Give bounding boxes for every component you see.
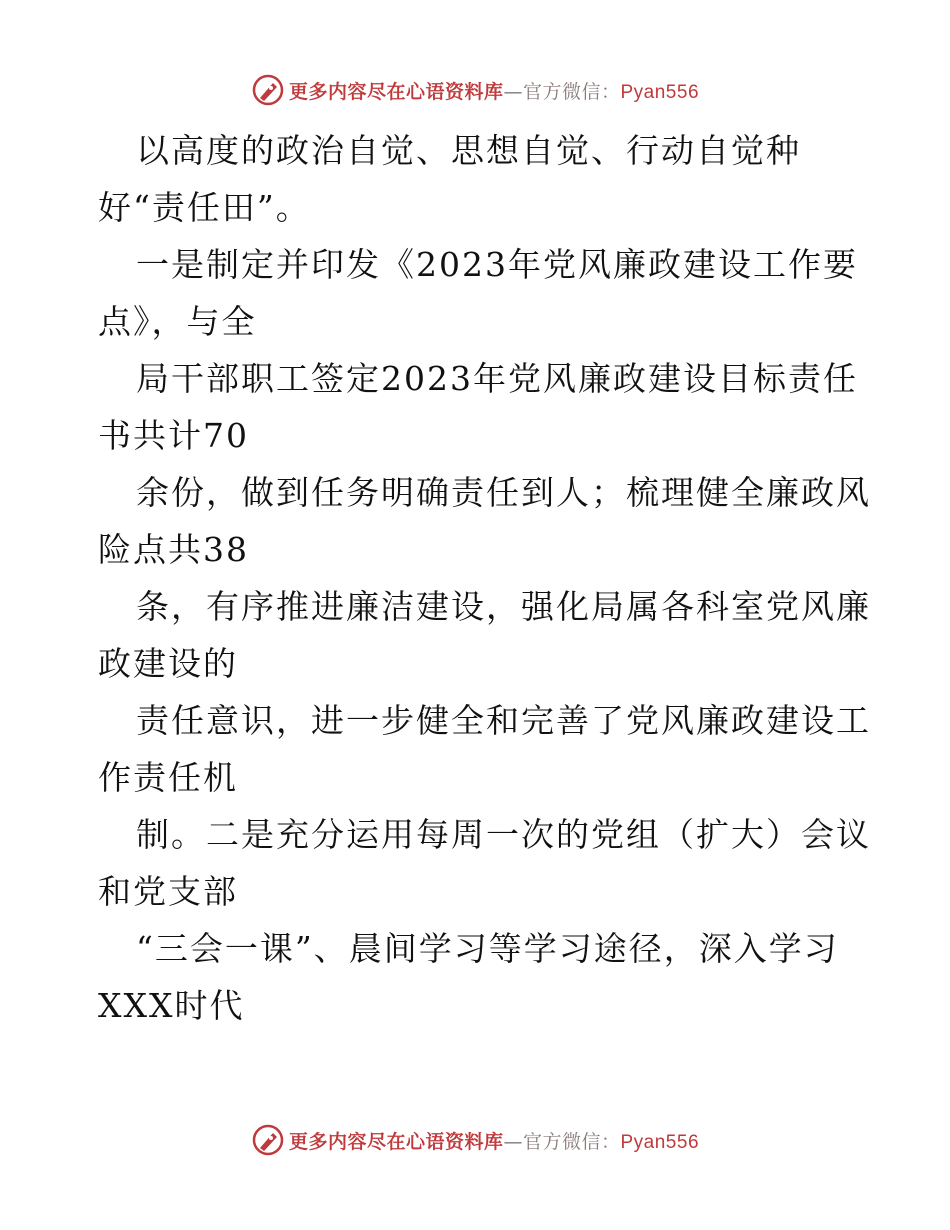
body-line: 点》，与全 — [98, 302, 257, 341]
pen-nib-logo-icon — [251, 1123, 285, 1157]
body-line: 作责任机 — [98, 758, 238, 797]
body-line: 政建设的 — [98, 644, 238, 683]
header-banner-dash: — — [503, 80, 523, 103]
body-line: 余份，做到任务明确责任到人；梳理健全廉政风 — [136, 473, 871, 512]
footer-banner-text — [289, 1127, 699, 1154]
document-body — [98, 122, 871, 1034]
body-line: “三会一课”、晨间学习等学习途径，深入学习 — [136, 929, 839, 968]
header-banner-text — [289, 77, 699, 104]
footer-banner — [0, 1120, 950, 1160]
body-line: 和党支部 — [98, 872, 238, 911]
body-line: 以高度的政治自觉、思想自觉、行动自觉种 — [136, 131, 801, 170]
footer-banner-dash: — — [503, 1130, 523, 1153]
body-line: 一是制定并印发《2023年党风廉政建设工作要 — [136, 245, 858, 284]
body-line: 局干部职工签定2023年党风廉政建设目标责任 — [136, 359, 858, 398]
body-line: 责任意识，进一步健全和完善了党风廉政建设工 — [136, 701, 871, 740]
body-line: 书共计70 — [98, 416, 249, 455]
body-line: 条，有序推进廉洁建设，强化局属各科室党风廉 — [136, 587, 871, 626]
header-banner-official: 官方微信： — [522, 80, 621, 103]
body-line: 制。二是充分运用每周一次的党组（扩大）会议 — [136, 815, 871, 854]
footer-banner-wechat-id: Pyan556 — [620, 1131, 700, 1153]
header-banner — [0, 70, 950, 110]
body-line: 好“责任田”。 — [98, 188, 311, 227]
body-line: XXX时代 — [98, 986, 245, 1025]
header-banner-main: 更多内容尽在心语资料库 — [288, 80, 504, 103]
footer-banner-official: 官方微信： — [522, 1130, 621, 1153]
pen-nib-logo-icon — [251, 73, 285, 107]
body-line: 险点共38 — [98, 530, 249, 569]
header-banner-wechat-id: Pyan556 — [620, 81, 700, 103]
footer-banner-main: 更多内容尽在心语资料库 — [288, 1130, 504, 1153]
